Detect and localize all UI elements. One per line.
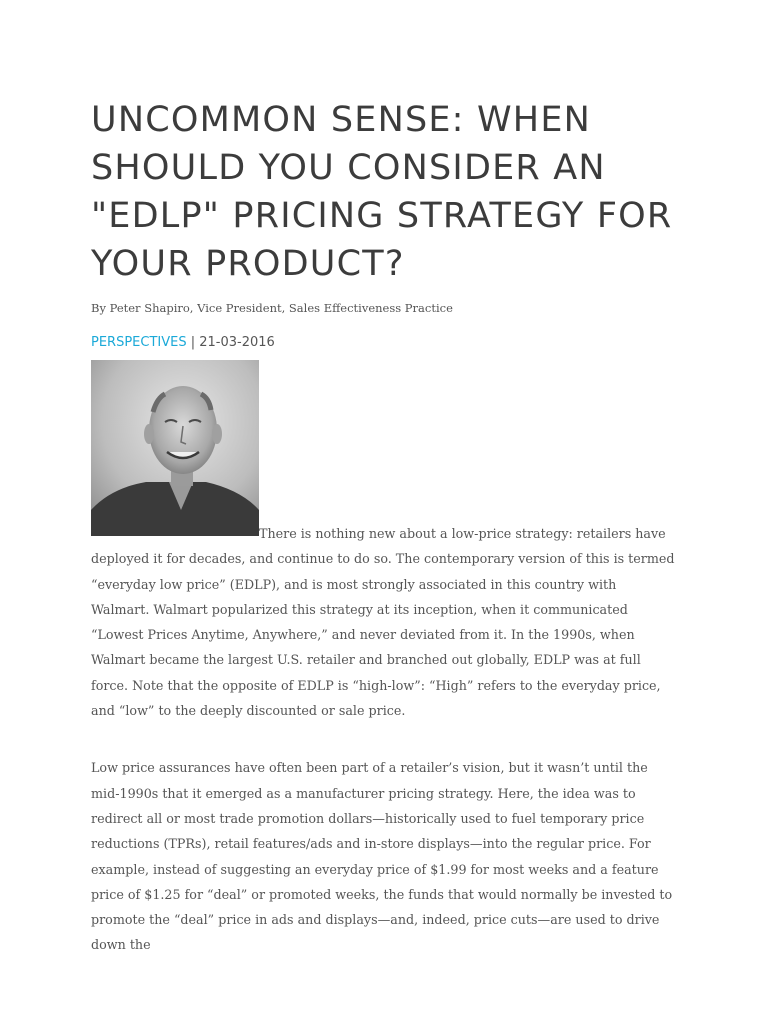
category-link[interactable]: PERSPECTIVES bbox=[91, 335, 187, 350]
meta-separator: | bbox=[186, 335, 200, 350]
paragraph-1-text: There is nothing new about a low-price strategy: retailers have deployed it for decades, and continue to do so. The contemporary version of this is termed “everyday low price” (EDLP), and is most strongly associated in this country with Walmart. Walmart popularized this strategy at its inception, when it communicated “Lowest Prices Anytime, Anywhere,” and never deviated from it. In the 1990s, when Walmart became the largest U.S. retailer and branched out globally, EDLP was at full force. Note that the opposite of EDLP is “high-low”: “High” refers to the everyday price, and “low” to the deeply discounted or sale price. bbox=[91, 526, 675, 719]
article-body bbox=[91, 360, 678, 958]
article-title: UNCOMMON SENSE: WHEN SHOULD YOU CONSIDER AN "EDLP" PRICING STRATEGY FOR YOUR PRODUCT? bbox=[91, 100, 673, 284]
author-photo bbox=[91, 360, 259, 536]
paragraph-1 bbox=[91, 521, 678, 723]
author-photo-wrap bbox=[91, 360, 678, 536]
article-meta bbox=[91, 334, 678, 352]
paragraph-2: Low price assurances have often been part of a retailer’s vision, but it wasn’t until the mid-1990s that it emerged as a manufacturer pricing strategy. Here, the idea was to redirect all or most trade promotion dollars—historically used to fuel temporary price reductions (TPRs), retail features/ads and in-store displays—into the regular price. For example, instead of suggesting an everyday price of $1.99 for most weeks and a feature price of $1.25 for “deal” or promoted weeks, the funds that would normally be invested to promote the “deal” price in ads and displays—and, indeed, price cuts—are used to drive down the bbox=[91, 760, 673, 953]
article-date: 21-03-2016 bbox=[199, 335, 275, 350]
article-byline: By Peter Shapiro, Vice President, Sales Effectiveness Practice bbox=[91, 301, 453, 315]
